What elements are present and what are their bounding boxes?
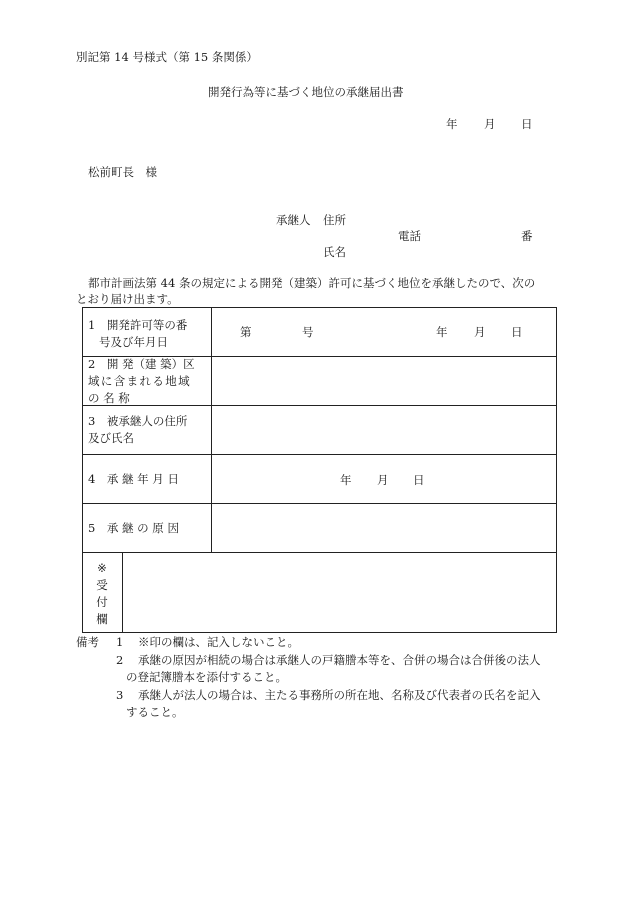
form-number: 別記第 14 号様式（第 15 条関係） (76, 50, 258, 64)
note-3-text-line2: すること。 (126, 705, 184, 719)
row1-year: 年 (436, 325, 448, 339)
document-title: 開発行為等に基づく地位の承継届出書 (208, 85, 404, 99)
reception-label: ※ 受 付 欄 (96, 561, 108, 626)
row1-dai: 第 (240, 325, 252, 339)
row3-input-area[interactable] (212, 406, 556, 454)
row1-label: 1 開発許可等の番 号及び年月日 (88, 318, 188, 349)
note-3-text-line1: 承継人が法人の場合は、主たる事務所の所在地、名称及び代表者の氏名を記入 (138, 687, 541, 702)
applicant-phone-label: 電話 (398, 229, 421, 243)
date-day: 日 (521, 117, 533, 131)
row1-day: 日 (511, 325, 523, 339)
applicant-name-label: 氏名 (323, 245, 346, 259)
row5-input-area[interactable] (212, 504, 556, 552)
row1-gou: 号 (302, 325, 314, 339)
note-1-text: ※印の欄は、記入しないこと。 (138, 635, 299, 649)
recipient: 松前町長 様 (88, 165, 157, 179)
row2-label: 2 開 発（建 築）区 域に含まれる地域 の 名 称 (88, 357, 195, 405)
applicant-role-label: 承継人 (276, 213, 311, 227)
body-text-line2: とおり届け出ます。 (76, 292, 179, 306)
applicant-address-label: 住所 (323, 213, 346, 227)
reception-area (123, 553, 556, 632)
note-2-text-line1: 承継の原因が相続の場合は承継人の戸籍謄本等を、合併の場合は合併後の法人 (138, 652, 541, 667)
row4-label: 4 承 継 年 月 日 (88, 472, 179, 486)
body-text-line1: 都市計画法第 44 条の規定による開発（建築）許可に基づく地位を承継したので、次の (88, 276, 536, 290)
note-2-text-line2: の登記簿謄本を添付すること。 (126, 670, 287, 684)
note-3-num: 3 (116, 687, 124, 702)
date-month: 月 (484, 117, 496, 131)
applicant-phone-suffix: 番 (521, 229, 533, 243)
row2-input-area[interactable] (212, 357, 556, 405)
row4-year: 年 (340, 473, 352, 487)
row4-day: 日 (413, 473, 425, 487)
row4-month: 月 (377, 473, 389, 487)
row3-label: 3 被承継人の住所 及び氏名 (88, 414, 188, 445)
row5-label: 5 承 継 の 原 因 (88, 521, 179, 535)
notes (76, 634, 576, 722)
note-1-num: 1 (116, 635, 124, 649)
notes-heading: 備考 (76, 635, 99, 649)
note-2-num: 2 (116, 652, 124, 667)
row1-month: 月 (474, 325, 486, 339)
date-year: 年 (446, 117, 458, 131)
row1-input-area[interactable] (212, 308, 556, 356)
row4-input-area[interactable] (212, 455, 556, 503)
